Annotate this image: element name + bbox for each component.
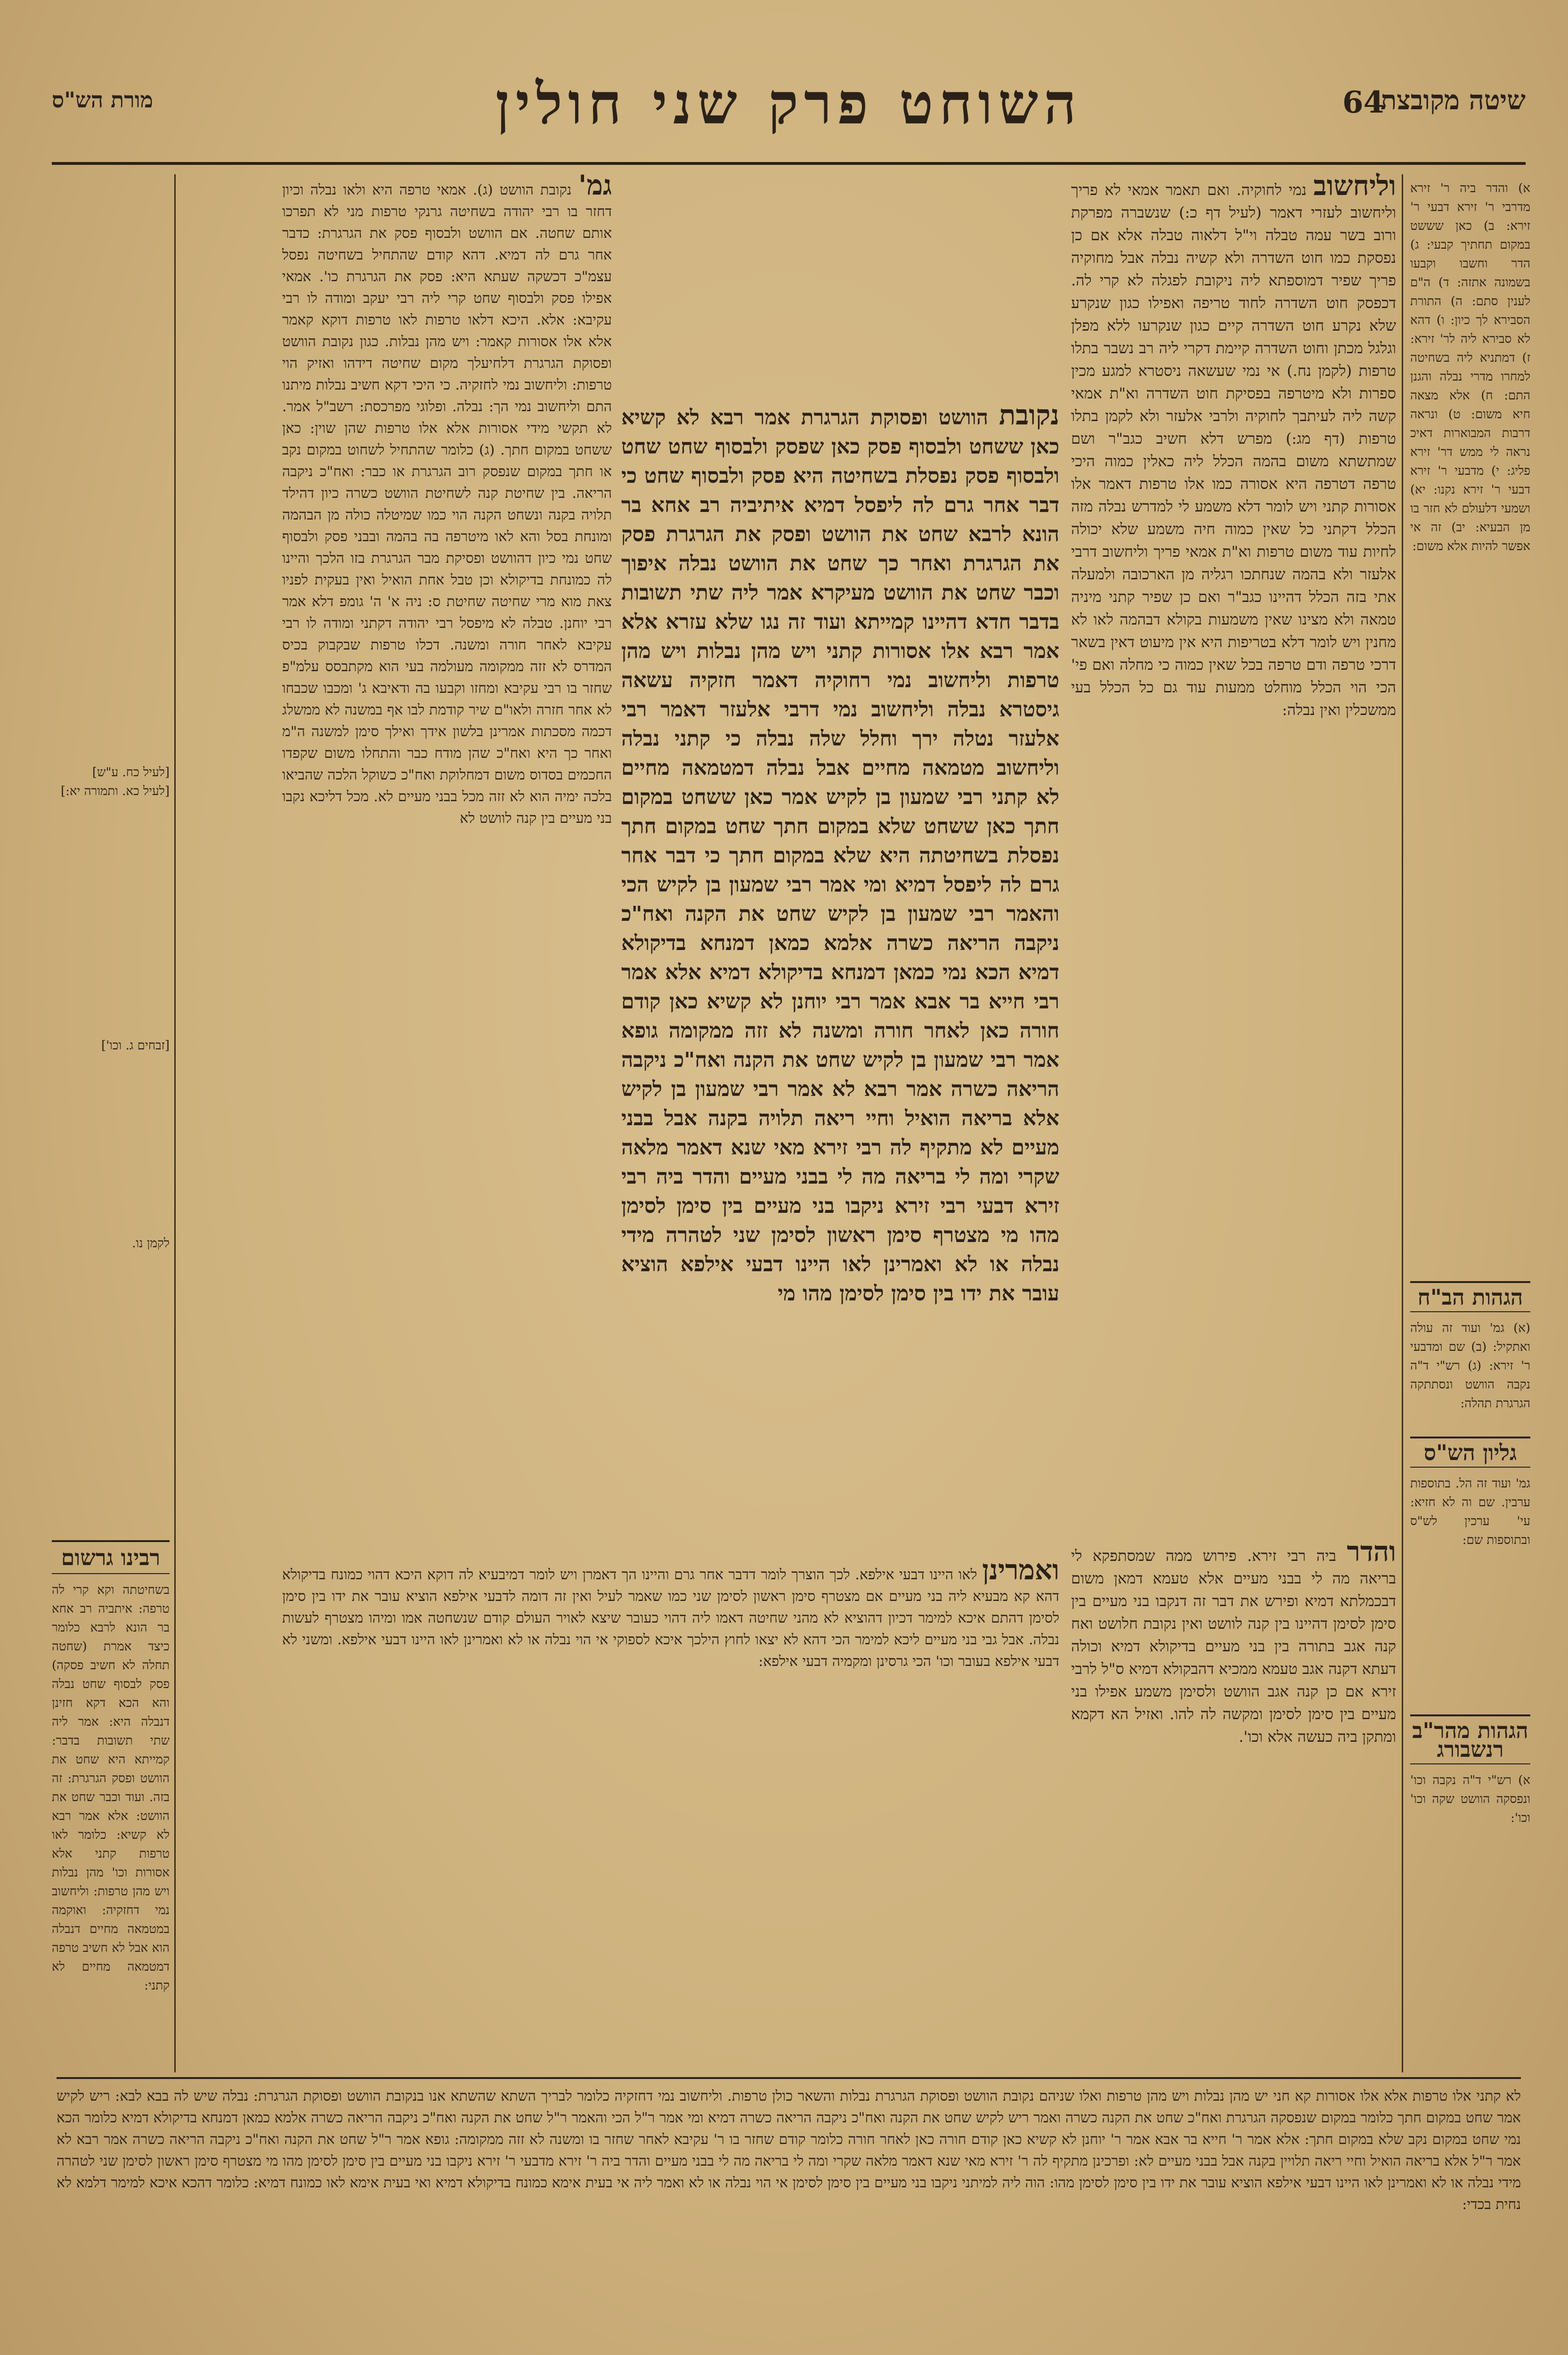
rashi-body: נמי לחוקיה. ואם תאמר אמאי לא פריך וליחשוב לעזרי דאמר (לעיל דף כ:) שנשברה מפרקת ורוב בשר עמה טבלה וי"ל דלאוה טבלה אלא אם כן נפסקת כמו חוט השדרה ולא קשיה נבלה אבל מחוקיה פריך שפיר דמוספתא ליה ניקובת לפגלה לא קרי לה. דכפסק חוט השדרה לחוד טריפה ואפילו כגון שנקרע שלא נקרע חוט השדרה קיים כגון שנקרעו ללא מפלן וגלגל מכתן וחוט השדרה קיימת דקרי ליה רב נשבר בתלו טרפות (לקמן נח.) אי נמי שעשאה ניסטרא למגע מכין ספרות ולא מיטרפה בפסיקת חוט השדרה וא"ת אמאי קשה ליה לעיתבך לחוקיה ולרבי אלעזר ולא לקמן בתלו טרפות (דף מג:) מפרש דלא חשיב כגב"ר ושם שמתשתא משום בהמה הכלל ליה כאלין כמוה היכי טרפה דטרפה היא אסורה כמו אלו טרפות דאמר אלו אסורות קתני ויש לומר דלא משמע לי למדרש נבלה מזה הכלל דקתני כל שאין כמוה חיה משמע שלא יכולה לחיות עוד משום טרפות וא"ת אמאי פריך וליחשוב דרבי אלעזר ולא בהמה שנחתכו רגליה מן הארכובה ולמעלה אתי בזה הכלל דהיינו כגב"ר ואם כן שפיר קתני מיניה טמאה ולא מצינו שאין משמעות בקולא דבהמה לאו לא מחנין ויש לומר דלא בטריפות היא אין מיעוט דאין בשאר דרכי טרפה ודם טרפה בכל שאין כמוה כי מחלה ואם פי' הכי הוי הכלל מוחלט ממעות עוד גם כל הכלל בעי ממשכלין ואין נבלה: xyxy=(1071,181,1397,719)
rashi-column xyxy=(1071,170,1397,1535)
gemara-column xyxy=(621,400,1059,1554)
right-running-title: שיטה מקובצת xyxy=(1381,85,1526,116)
tosafot-lower-lead-word: ואמרינן xyxy=(982,1554,1059,1586)
hagahot-maharav-text: א) רש"י ד"ה נקבה וכו' ונפסקה הוושט שקה וכו' וכו': xyxy=(1410,1773,1530,1825)
left-margin-divider xyxy=(174,174,176,2072)
hagahot-bach-box xyxy=(1410,1281,1530,1411)
hagahot-bach-text: (א) גמ' ועוד זה עולה ואתקיל: (ב) שם ומדבעי ר' זירא: (ג) רש"י ד"ה נקבה הוושט ונסתתקה הגרגרת תהלה: xyxy=(1410,1321,1530,1411)
rabbeinu-gershom-text: בשחיטתה וקא קרי לה טרפה: איתביה רב אחא בר הונא לרבא כלומר כיצד אמרת (שחטה תחלה לא חשיב פסקה) פסק לבסוף שחט נבלה והא הכא דקא חזינן דנבלה היא: אמר ליה שתי תשובות בדבר: קמייתא היא שחט את הוושט ופסק הגרגרת: זה בזה. ועוד וכבר שחט את הוושט: אלא אמר רבא לא קשיא: כלומר לאו טרפות קתני אלא אסורות וכו' מהן נבלות ויש מהן טרפות: וליחשוב נמי דחזקיה: ואוקמה במטמאה מחיים דנבלה הוא אבל לא חשיב טרפה דמטמאה מחיים לא קתני: xyxy=(52,1583,170,1993)
margin-ref-3: [זבחים ג. וכו'] xyxy=(101,1039,170,1053)
rabbeinu-gershom-box xyxy=(52,1540,170,2072)
rashi-text xyxy=(1071,170,1397,721)
tosafot-body: נקובת הוושט (ג). אמאי טרפה היא ולאו נבלה וכיון דחזר בו רבי יהודה בשחיטה גרנקי טרפות מני לא תפרכו אותם שחטה. אם הוושט ולבסוף פסק את הגרגרת: כדבר אחר גרם לה דמיא. דהא קודם שהתחיל בשחיטה נפסל עצמ"כ דכשקה שעתא היא: פסק את הגרגרת כו'. אמאי אפילו פסק ולבסוף שחט קרי ליה רבי יעקב ומודה לו רבי עקיבא: אלא. היכא דלאו טרפות לאו טרפות דוקא קאמר אלא אלו אסורות קאמר: ויש מהן נבלות. כגון נקובת הוושט ופסוקת הגרגרת דלחיעלך מקום שחיטה דידהו ואזיק הוי טרפות: וליחשוב נמי לחזקיה. כי היכי דקא חשיב נבלות מיתנו התם וליחשוב נמי הך: נבלה. ופלוגי מפרכסת: רשב"ל אמר. לא תקשי מידי אסורות אלא אלו טרפות שהן שוין: כאן ששחט במקום חתך. (ג) כלומר שהתחיל לשחוט במקום נקב או חתך במקום שנפסק רוב הגרגרת או כבר: ואח"כ ניקבה הריאה. בין שחיטת קנה לשחיטת הוושט כשרה כיון דהילד תלויה בקנה ונשחט הקנה הוי כמו שמיטלה כולה מן הבהמה ומונחת בסל והא לאו מיטרפה בה בהמה ובבני פסק ולבסוף שחט נמי כיון דהוושט ופסיקת מבר הגרגרת בזו הלכך והיינו לה כמונחת בדיקולא וכן טבל אחת הואיל ואין בעקית לפניו צאת מוא מרי שחיטה שחיטת ס: ניה א' ה' גומפ דלא אמר רבי יוחנן. טבלה לא מיפסל רבי יהודה דקתני ומודה לו רבי עקיבא לאחר חורה ומשנה. דכלו טרפות שבקבוק בכיס המדרס לא זזה ממקומה מעולמה בעי הוא מקתבסס עלמ"פ שחזר בו רבי עקיבא ומחזו וקבעו בה ודאיבא ג' ומכבו שכבחו לא אחר חזרה ולאו"ם שיר קודמת לבו אף במשנה לא ממשלג דכמה מסכתות אמרינן בלשון אידך ואילך סימן למשנה ה"מ ואחר כך היא ואח"כ שהן מודח כבר והתחלו משום שקפדו החכמים בסדוס משום דמחלוקת ואח"כ כשוקל הלכה שהביאו בלכה ימיה הוא לא זזה מכל בבני מעיים לא. מכל דליכא נקבו בני מעיים בין קנה לוושט לא xyxy=(282,182,612,827)
tosafot-text xyxy=(282,169,612,829)
tosafot-lower-body: לאו היינו דבעי אילפא. לכך הוצרך לומר דדבר אחר גרם והיינו הך דאמרן ויש לומר דמיבעיא לה דוקא היכא דהוי כמונח בדיקולא דהא קא מבעיא ליה בני מעיים אם מצטרף סימן ראשון לסימן שני כמו שאמר לעיל ואין זה דומה לדבעי אילפא הוציא עובר את ידו בין סימן לסימן דהתם איכא למימר דכיון דהוציא לא מהני שחיטה דאמו ליה דהוי כעובר שיצא לאויר העולם קודם שנשחטה אמו ומיהו מצטרף לעשות נבלה. אבל גבי בני מעיים ליכא למימר הכי דהא לא יצאו לחוץ הילכך איכא לספוקי אי הוי נבלה או לא ואמרינן לאו היינו דבעי אילפא. ומשני לא דבעי אילפא בעובר וכו' הכי גרסינן ומקמיה דבעי אילפא: xyxy=(282,1567,1059,1670)
hagahot-maharav-title: הגהות מהר"ב רנשבורג xyxy=(1410,1714,1530,1764)
tosafot-lead-word: גמ' xyxy=(578,169,612,201)
shita-mekubetzet-notes xyxy=(1410,179,1530,805)
margin-ref-1: [לעיל כח. ע"ש] xyxy=(92,765,170,780)
page-header xyxy=(52,66,1526,165)
tosafot-lower-column xyxy=(282,1554,1059,2072)
gilyon-hashas-box xyxy=(1410,1437,1530,1559)
rabbeinu-gershom-title: רבינו גרשום xyxy=(52,1540,170,1574)
gemara-text xyxy=(621,400,1059,1308)
hagahot-maharav-box xyxy=(1410,1714,1530,1837)
right-margin-divider xyxy=(1402,174,1403,2072)
center-running-title: השוחט פרק שני חולין xyxy=(495,71,1082,137)
hagahot-bach-title: הגהות הב"ח xyxy=(1410,1281,1530,1312)
bottom-commentary xyxy=(57,2077,1521,2355)
gemara-lead-word: נקובת xyxy=(999,399,1059,431)
margin-ref-4: לקמן נו. xyxy=(132,1236,170,1251)
rashi-lower-lead-word: והדר xyxy=(1347,1535,1396,1567)
margin-references xyxy=(52,763,170,1375)
rashi-lower-column xyxy=(1071,1535,1396,2072)
gilyon-hashas-text: גמ' ועוד זה הל. בתוספות ערבין. שם וה לא חזיא: עי' ערכין לש"ס ובתוספות שם: xyxy=(1410,1477,1530,1547)
rashi-lead-word: וליחשוב xyxy=(1313,170,1397,202)
gilyon-hashas-title: גליון הש"ס xyxy=(1410,1437,1530,1468)
bottom-commentary-text: לא קתני אלו טרפות אלא אלו אסורות קא חני יש מהן נבלות ויש מהן טרפות ואלו שניהם נקובת הוושט ופסוקת הגרגרת נבלות והשאר כולן טרפות. וליחשוב נמי דחזקיה כלומר לבריך השתא שהשתא אנו בנקובת הוושט ופסוקת הגרגרת: נבלה שיש לה בבא לבא: ריש לקיש אמר שחט במקום חתך כלומר במקום שנפסקה הגרגרת ואח"כ שחט את הקנה כשרה ואמר ריש לקיש שחט את הקנה ואח"כ ניקבה הריאה כשרה דמיא ומי אמר ר"ל הכי והאמר ר"ל שחט את הקנה ואח"כ ניקבה הריאה כשרה אלמא כמאן דמנחא בדיקולא דמיא כלומר הכא נמי שחט במקום נקב שלא במקום חתך: אלא אמר ר' חייא בר אבא אמר ר' יוחנן לא קשיא כאן קודם חורה כאן לאחר חורה כלומר קודם שחזר בו ר' עקיבא לאחר שחזר בו ומשנה לא זזה ממקומה: גופא אמר ר"ל שחט את הקנה ואח"כ ניקבה הריאה כשרה אמר רבא לא אמר ר"ל אלא בריאה הואיל וחיי ריאה תלויין בקנה אבל בבני מעיים לא: ופרכינן מתקיף לה ר' זירא מאי שנא דאמר מלאה שקרי ומה לי בריאה מה לי בבני מעיים והדר ביה ר' זירא מדבעי ר' זירא ניקבו בני מעיים בין סימן לסימן מהו מי מצטרף סימן ראשון לסימן שני לטהרה מידי נבלה או לא ואמרינן לאו היינו דבעי אילפא הוציא עובר את ידו בין סימן לסימן מהו: הוה ליה למיתני ניקבו בני מעיים בין סימן לסימן אי הוי נבלה או לא ואמר ליה אי בעית אימא כמונח בדיקולא דמיא ואי בעית אימא לאו כמונח דמיא: כלומר דהכא איכא למימר דלמא לא נחית בכדי: xyxy=(57,2088,1521,2213)
margin-ref-2: [לעיל כא. ותמורה יא:] xyxy=(61,784,170,798)
rashi-lower-text xyxy=(1071,1535,1396,1748)
tosafot-column xyxy=(282,169,612,1535)
left-running-title: מורת הש"ס xyxy=(52,87,153,113)
header-rule xyxy=(52,162,1526,165)
tosafot-lower-text xyxy=(282,1554,1059,1673)
rashi-lower-body: ביה רבי זירא. פירוש ממה שמסתפקא לי בריאה מה לי בבני מעיים אלא טעמא דמאן משום דבכמלתא דמיא ופירש את דבר זה דנקבו בני מעיים בין סימן לסימן דהיינו בין קנה לוושט ואין נקובת חלושט ואח קנה אגב בתורה בין בני מעיים בדיקולא דמיא וכולה דעתא דקנה אגב טעמא ממכיא דהבקולא דמיא ס"ל לרבי זירא אם כן קנה אגב הוושט ולסימן משמע אפילו בני מעיים בין סימן לסימן ומקשה לה להו. ואזיל הא דקמא ומתקן ביה כעשה אלא וכו'. xyxy=(1071,1547,1396,1746)
page-number: 64 xyxy=(1342,85,1384,120)
gemara-body: הוושט ופסוקת הגרגרת אמר רבא לא קשיא כאן ששחט ולבסוף פסק כאן שפסק ולבסוף שחט שחט ולבסוף פסק נפסלת בשחיטה היא פסק ולבסוף שחט כי דבר אחר גרם לה ליפסל דמיא איתיביה רב אחא בר הונא לרבא שחט את הוושט ופסק את הגרגרת פסק את הגרגרת ואחר כך שחט את הוושט נבלה איפוך וכבר שחט את הוושט מעיקרא אמר ליה שתי תשובות בדבר חדא דהיינו קמייתא ועוד זה נגו שלא עזרא אלא אמר רבא אלו אסורות קתני ויש מהן נבלות ויש מהן טרפות וליחשוב נמי רחוקיה דאמר חזקיה עשאה גיסטרא נבלה וליחשוב נמי דרבי אלעזר דאמר רבי אלעזר נטלה ירך וחלל שלה נבלה כי קתני נבלה וליחשוב מטמאה מחיים אבל נבלה דמטמאה מחיים לא קתני רבי שמעון בן לקיש אמר כאן ששחט במקום חתך כאן ששחט שלא במקום חתך שחט במקום חתך נפסלת בשחיטתה היא שלא במקום חתך כי דבר אחר גרם לה ליפסל דמיא ומי אמר רבי שמעון בן לקיש הכי והאמר רבי שמעון בן לקיש שחט את הקנה ואח"כ ניקבה הריאה כשרה אלמא כמאן דמנחא בדיקולא דמיא הכא נמי כמאן דמנחא בדיקולא דמיא אלא אמר רבי חייא בר אבא אמר רבי יוחנן לא קשיא כאן קודם חורה כאן לאחר חורה ומשנה לא זזה ממקומה גופא אמר רבי שמעון בן לקיש שחט את הקנה ואח"כ ניקבה הריאה כשרה אמר רבא לא אמר רבי שמעון בן לקיש אלא בריאה הואיל וחיי ריאה תלויה בקנה אבל בבני מעיים לא מתקיף לה רבי זירא מאי שנא דאמר מלאה שקרי ומה לי בריאה מה לי בבני מעיים והדר ביה רבי זירא דבעי רבי זירא ניקבו בני מעיים בין סימן לסימן מהו מי מצטרף סימן ראשון לסימן שני לטהרה מידי נבלה או לא ואמרינן לאו היינו דבעי אילפא הוציא עובר את ידו בין סימן לסימן מהו מי xyxy=(621,406,1060,1306)
shita-mekubetzet-text: א) והדר ביה ר' זירא מדרבי ר' זירא דבעי ר' זירא: ב) כאן שששט במקום תחתיך קבעי: ג) הדר וחשבו וקבעו בשמונה אתזה: ד) ה"ם לענין סתם: ה) התורת הסבירא לך כיון: ו) דהא לא סבירא ליה לר' זירא: ז) דמתניא ליה בשחיטה למחרו מדרי נבלה והגנן התם: ח) אלא מצאה חיא משום: ט) ונראה דרבות המבוארות דאיכ נראה לי ממש דר' זירא פליג: י) מדבעי ר' זירא דבעי ר' זירא נקנו: יא) ושמעי דלעולם לא חזר בו מן הבעיא: יב) זה אי אפשר להיות אלא משום: xyxy=(1410,181,1530,553)
